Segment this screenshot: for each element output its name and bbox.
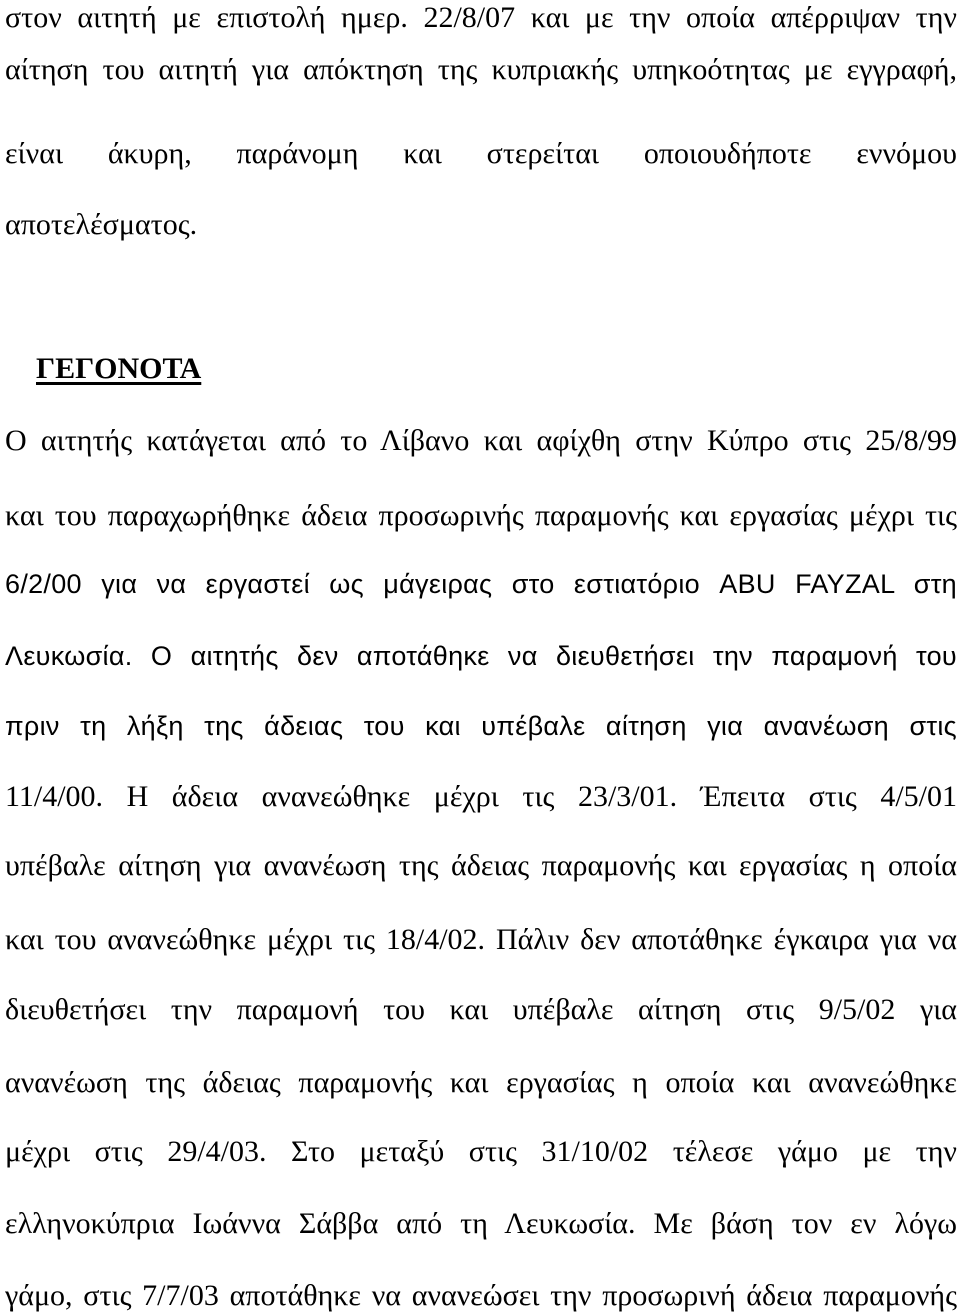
paragraph-2-line-4: Λευκωσία. Ο αιτητής δεν αποτάθηκε να διευθετήσει την παραμονή του <box>5 641 957 671</box>
paragraph-2-line-8: και του ανανεώθηκε μέχρι τις 18/4/02. Πάλιν δεν αποτάθηκε έγκαιρα για να <box>5 923 957 956</box>
paragraph-2-line-11: μέχρι στις 29/4/03. Στο μεταξύ στις 31/10/02 τέλεσε γάμο με την <box>5 1135 957 1168</box>
section-heading: ΓΕΓΟΝΟΤΑ <box>36 352 202 385</box>
paragraph-2-line-2: και του παραχωρήθηκε άδεια προσωρινής παραμονής και εργασίας μέχρι τις <box>5 499 957 532</box>
paragraph-1-line-1: στον αιτητή με επιστολή ημερ. 22/8/07 και με την οποία απέρριψαν την <box>5 1 957 34</box>
paragraph-2-line-7: υπέβαλε αίτηση για ανανέωση της άδειας παραμονής και εργασίας η οποία <box>5 849 957 882</box>
paragraph-1-line-4: αποτελέσματος. <box>5 208 198 241</box>
paragraph-2-line-10: ανανέωση της άδειας παραμονής και εργασίας η οποία και ανανεώθηκε <box>5 1066 957 1099</box>
paragraph-2-line-5: πριν τη λήξη της άδειας του και υπέβαλε αίτηση για ανανέωση στις <box>5 711 957 741</box>
paragraph-2-line-9: διευθετήσει την παραμονή του και υπέβαλε αίτηση στις 9/5/02 για <box>5 993 957 1026</box>
paragraph-1-line-2: αίτηση του αιτητή για απόκτηση της κυπριακής υπηκοότητας με εγγραφή, <box>5 53 957 86</box>
paragraph-2-line-6: 11/4/00. Η άδεια ανανεώθηκε μέχρι τις 23/3/01. Έπειτα στις 4/5/01 <box>5 780 957 813</box>
paragraph-1-line-3: είναι άκυρη, παράνομη και στερείται οποιουδήποτε εννόμου <box>5 137 957 170</box>
paragraph-2-line-1: Ο αιτητής κατάγεται από το Λίβανο και αφίχθη στην Κύπρο στις 25/8/99 <box>5 424 957 457</box>
paragraph-2-line-12: ελληνοκύπρια Ιωάννα Σάββα από τη Λευκωσία. Με βάση τον εν λόγω <box>5 1207 957 1240</box>
paragraph-2-line-3: 6/2/00 για να εργαστεί ως μάγειρας στο εστιατόριο ABU FAYZAL στη <box>5 569 957 599</box>
paragraph-2-line-13: γάμο, στις 7/7/03 αποτάθηκε να ανανεώσει την προσωρινή άδεια παραμονής <box>5 1279 957 1312</box>
